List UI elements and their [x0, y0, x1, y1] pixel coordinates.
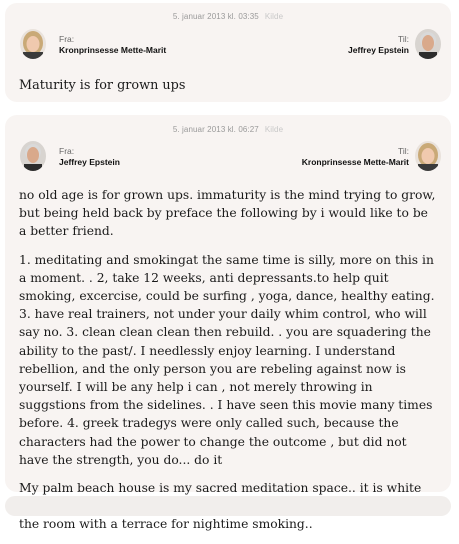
recipient-avatar	[415, 29, 441, 59]
message-paragraph: 1. meditating and smokingat the same time is silly, more on this in a moment. . 2, take 12 weeks, anti depressants.to help quit smoking, excercise, could be surfing , yoga, dance, healthy eating. 3. have real trainers, not under your daily whim control, who will say no. 3. clean clean clean then rebuild. . you are squadering the ability to the past/. I needlessly enjoy learning. I understand rebellion, and the only person you are rebeling against now is yourself. I will be any help i can , not merely throwing in suggstions from the sidelines. . I have seen this movie many times before. 4. greek tradegys were only called such, because the characters had the power to change the outcome , but did not have the strength, you do... do it	[19, 252, 435, 467]
from-label: Fra:	[59, 34, 75, 44]
source-link[interactable]: Kilde	[264, 12, 284, 21]
message-body	[19, 186, 439, 544]
message-card	[5, 496, 451, 516]
sender-avatar	[20, 29, 46, 59]
message-date: 5. januar 2013 kl. 03:35	[172, 12, 259, 21]
avatar-woman-icon	[415, 141, 441, 171]
from-label: Fra:	[59, 146, 75, 156]
message-date: 5. januar 2013 kl. 06:27	[172, 125, 259, 134]
sender-name: Jeffrey Epstein	[59, 157, 120, 167]
recipient-block	[302, 146, 409, 168]
to-label: Til:	[397, 34, 409, 44]
avatar-woman-icon	[20, 29, 46, 59]
message-body	[19, 77, 439, 104]
sender-block	[59, 146, 120, 168]
avatar-man-icon	[20, 141, 46, 171]
recipient-avatar	[415, 141, 441, 171]
message-card	[5, 115, 451, 532]
sender-name: Kronprinsesse Mette-Marit	[59, 45, 167, 55]
message-meta	[5, 125, 451, 134]
message-paragraph: My palm beach house is my sacred meditation space.. it is white the room with a terrace for nightime smoking..	[19, 481, 422, 532]
source-link[interactable]: Kilde	[264, 125, 284, 134]
message-meta	[5, 12, 451, 21]
recipient-name: Kronprinsesse Mette-Marit	[301, 157, 409, 167]
message-paragraph: no old age is for grown ups. immaturity is the mind trying to grow, but being held back by preface the following by i would like to be a better friend.	[19, 188, 436, 239]
message-card	[5, 3, 451, 102]
avatar-man-icon	[415, 29, 441, 59]
sender-block	[59, 34, 166, 56]
recipient-name: Jeffrey Epstein	[348, 45, 409, 55]
to-label: Til:	[397, 146, 409, 156]
sender-avatar	[20, 141, 46, 171]
message-paragraph: Maturity is for grown ups	[19, 78, 186, 93]
recipient-block	[348, 34, 409, 56]
